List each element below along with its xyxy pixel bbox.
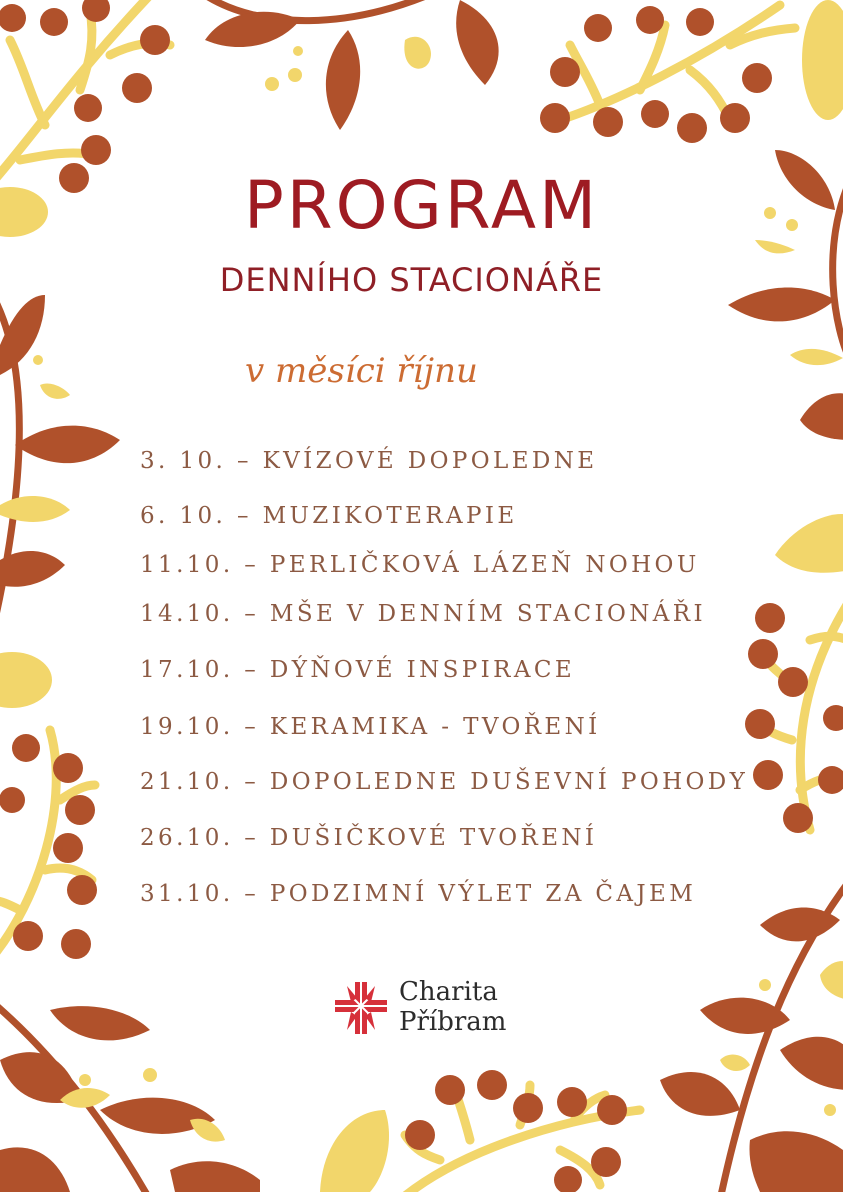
event-item <box>140 822 597 854</box>
event-item <box>140 711 601 743</box>
event-item <box>140 549 700 581</box>
logo-line-2: Příbram <box>399 1007 507 1037</box>
event-name: MŠE V DENNÍM STACIONÁŘI <box>269 601 706 627</box>
event-item <box>140 654 575 686</box>
event-name: PERLIČKOVÁ LÁZEŇ NOHOU <box>269 552 700 578</box>
event-dash: – <box>244 714 260 740</box>
event-date: 26.10. <box>140 825 234 851</box>
event-dash: – <box>236 503 252 529</box>
event-item <box>140 766 748 798</box>
event-name: KVÍZOVÉ DOPOLEDNE <box>262 448 598 474</box>
event-dash: – <box>244 657 260 683</box>
charita-logo <box>333 977 533 1039</box>
event-date: 3. 10. <box>140 448 227 474</box>
event-name: DÝŇOVÉ INSPIRACE <box>269 657 576 683</box>
event-name: PODZIMNÍ VÝLET ZA ČAJEM <box>269 881 697 907</box>
event-dash: – <box>244 601 260 627</box>
event-date: 17.10. <box>140 657 234 683</box>
event-date: 31.10. <box>140 881 234 907</box>
event-dash: – <box>236 448 252 474</box>
event-date: 19.10. <box>140 714 234 740</box>
event-dash: – <box>244 552 260 578</box>
logo-line-1: Charita <box>399 977 498 1007</box>
charita-cross-icon <box>333 980 389 1036</box>
event-name: DOPOLEDNE DUŠEVNÍ POHODY <box>269 769 749 795</box>
event-name: MUZIKOTERAPIE <box>262 503 518 529</box>
event-name: KERAMIKA - TVOŘENÍ <box>269 714 601 740</box>
event-item <box>140 878 696 910</box>
poster-subtitle: DENNÍHO STACIONÁŘE <box>219 261 604 299</box>
logo-wordmark <box>399 977 539 1037</box>
event-item <box>140 598 706 630</box>
event-item <box>140 445 597 477</box>
event-dash: – <box>244 769 260 795</box>
event-date: 11.10. <box>140 552 234 578</box>
month-caption: v měsíci říjnu <box>245 351 478 391</box>
event-date: 14.10. <box>140 601 234 627</box>
event-date: 6. 10. <box>140 503 227 529</box>
event-dash: – <box>244 825 260 851</box>
event-date: 21.10. <box>140 769 234 795</box>
event-item <box>140 500 518 532</box>
event-dash: – <box>244 881 260 907</box>
poster-title: PROGRAM <box>243 167 600 244</box>
event-name: DUŠIČKOVÉ TVOŘENÍ <box>269 825 598 851</box>
